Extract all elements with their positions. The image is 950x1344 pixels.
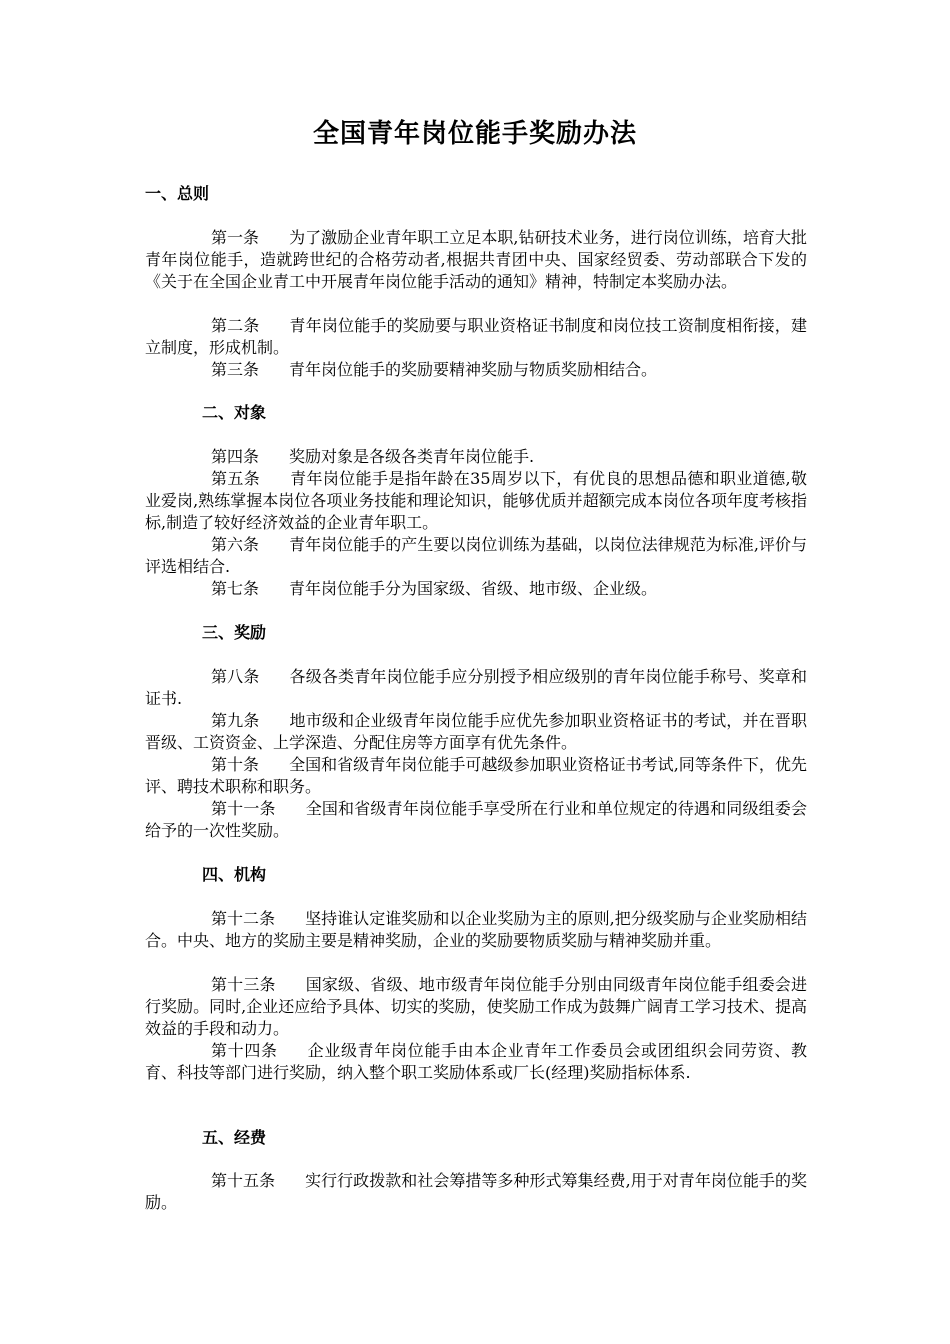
- article-paragraph: [145, 666, 807, 710]
- article-text: 为了激励企业青年职工立足本职,钻研技术业务，进行岗位训练，培育大批青年岗位能手，造就跨世纪的合格劳动者,根据共青团中央、国家经贸委、劳动部联合下发的《关于在全国企业青工中开展青年岗位能手活动的通知》精神，特制定本奖励办法。: [145, 228, 807, 291]
- article-text: 坚持谁认定谁奖励和以企业奖励为主的原则,把分级奖励与企业奖励相结合。中央、地方的奖励主要是精神奖励，企业的奖励要物质奖励与精神奖励并重。: [145, 909, 807, 950]
- article-paragraph: [145, 754, 807, 798]
- article-number: 第十条: [211, 755, 260, 774]
- article-number: 第一条: [211, 228, 260, 247]
- article-paragraph: [145, 974, 807, 1040]
- article-paragraph: [145, 1170, 807, 1214]
- article-paragraph: [145, 359, 807, 381]
- article-text: 企业级青年岗位能手由本企业青年工作委员会或团组织会同劳资、教育、科技等部门进行奖励，纳入整个职工奖励体系或厂长(经理)奖励指标体系.: [145, 1041, 807, 1082]
- article-text: 各级各类青年岗位能手应分别授予相应级别的青年岗位能手称号、奖章和证书.: [145, 667, 807, 708]
- article-number: 第十二条: [211, 909, 276, 928]
- article-number: 第十三条: [211, 975, 276, 994]
- article-text: 全国和省级青年岗位能手可越级参加职业资格证书考试,同等条件下，优先评、聘技术职称和职务。: [145, 755, 807, 796]
- article-number: 第五条: [211, 469, 261, 488]
- section-heading-institutions: 四、机构: [202, 865, 267, 884]
- article-paragraph: [145, 227, 807, 293]
- article-text: 青年岗位能手是指年龄在35周岁以下，有优良的思想品德和职业道德,敬业爱岗,熟练掌握本岗位各项业务技能和理论知识，能够优质并超额完成本岗位各项年度考核指标,制造了较好经济效益的企业青年职工。: [145, 469, 807, 532]
- article-text: 地市级和企业级青年岗位能手应优先参加职业资格证书的考试，并在晋职晋级、工资资金、上学深造、分配住房等方面享有优先条件。: [145, 711, 807, 752]
- article-paragraph: [145, 710, 807, 754]
- article-paragraph: [145, 798, 807, 842]
- section-heading-rewards: 三、奖励: [202, 623, 267, 642]
- section-heading-general: 一、总则: [145, 184, 210, 203]
- article-number: 第二条: [211, 316, 260, 335]
- article-number: 第三条: [211, 360, 260, 379]
- article-text: 青年岗位能手的奖励要与职业资格证书制度和岗位技工资制度相衔接，建立制度，形成机制。: [145, 316, 807, 357]
- document-title: 全国青年岗位能手奖励办法: [312, 119, 637, 149]
- article-paragraph: [145, 315, 807, 359]
- article-paragraph: [145, 534, 807, 578]
- section-heading-funding: 五、经费: [202, 1128, 267, 1147]
- article-number: 第九条: [211, 711, 260, 730]
- article-number: 第六条: [211, 535, 260, 554]
- article-paragraph: [145, 468, 807, 534]
- article-number: 第十五条: [211, 1171, 276, 1190]
- article-number: 第四条: [211, 447, 260, 466]
- section-heading-targets: 二、对象: [202, 403, 267, 422]
- article-text: 国家级、省级、地市级青年岗位能手分别由同级青年岗位能手组委会进行奖励。同时,企业还应给予具体、切实的奖励，使奖励工作成为鼓舞广阔青工学习技术、提高效益的手段和动力。: [145, 975, 807, 1038]
- article-paragraph: [145, 1040, 807, 1084]
- article-text: 青年岗位能手的产生要以岗位训练为基础，以岗位法律规范为标准,评价与评选相结合.: [145, 535, 807, 576]
- article-paragraph: [145, 908, 807, 952]
- article-number: 第十一条: [211, 799, 276, 818]
- article-text: 实行行政拨款和社会筹措等多种形式筹集经费,用于对青年岗位能手的奖励。: [145, 1171, 807, 1212]
- article-text: 青年岗位能手的奖励要精神奖励与物质奖励相结合。: [289, 360, 658, 379]
- article-text: 奖励对象是各级各类青年岗位能手.: [289, 447, 535, 466]
- article-text: 青年岗位能手分为国家级、省级、地市级、企业级。: [289, 579, 658, 598]
- article-number: 第七条: [211, 579, 260, 598]
- article-number: 第八条: [211, 667, 260, 686]
- article-text: 全国和省级青年岗位能手享受所在行业和单位规定的待遇和同级组委会给予的一次性奖励。: [145, 799, 807, 840]
- article-paragraph: [145, 578, 807, 600]
- article-paragraph: [145, 446, 807, 468]
- article-number: 第十四条: [211, 1041, 278, 1060]
